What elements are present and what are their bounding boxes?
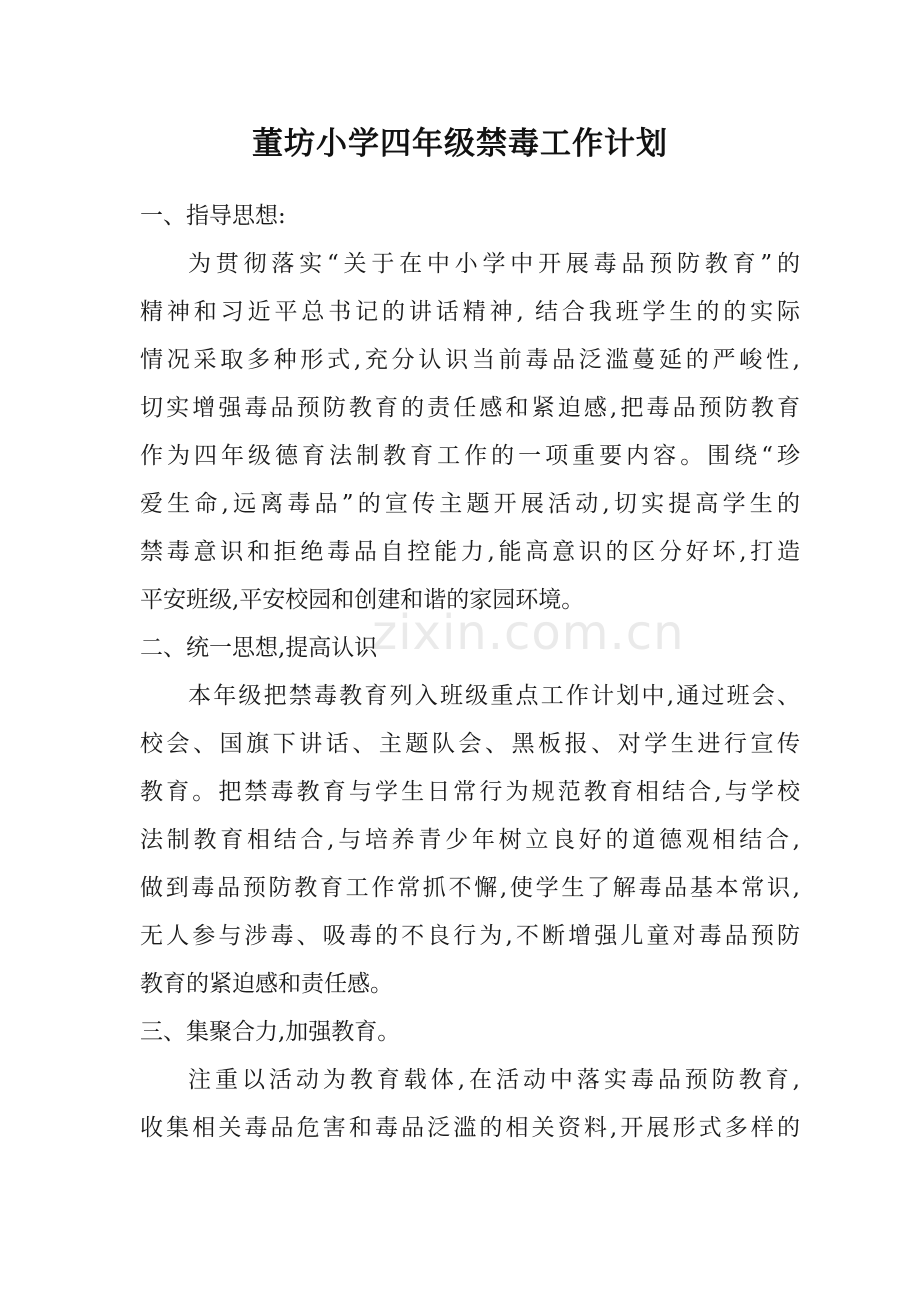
paragraph-line: 教育的紧迫感和责任感。 bbox=[140, 971, 393, 997]
paragraph-line: 法制教育相结合,与培养青少年树立良好的道德观相结合, bbox=[140, 827, 800, 853]
paragraph-line: 切实增强毒品预防教育的责任感和紧迫感,把毒品预防教育 bbox=[140, 395, 800, 421]
heading-guiding-thought: 一、指导思想: bbox=[140, 203, 286, 229]
paragraph-line: 注重以活动为教育载体,在活动中落实毒品预防教育, bbox=[188, 1067, 800, 1093]
heading-unify-thinking: 二、统一思想,提高认识 bbox=[140, 635, 378, 661]
paragraph-line: 精神和习近平总书记的讲话精神, 结合我班学生的的实际 bbox=[140, 299, 800, 325]
watermark: zixin.com.cn bbox=[372, 605, 685, 661]
paragraph-line: 平安班级,平安校园和创建和谐的家园环境。 bbox=[140, 587, 585, 613]
paragraph-line: 教育。把禁毒教育与学生日常行为规范教育相结合,与学校 bbox=[140, 779, 800, 805]
paragraph-line: 情况采取多种形式,充分认识当前毒品泛滥蔓延的严峻性, bbox=[140, 347, 800, 373]
paragraph-line: 收集相关毒品危害和毒品泛滥的相关资料,开展形式多样的 bbox=[140, 1115, 800, 1141]
paragraph-line: 校会、国旗下讲话、主题队会、黑板报、对学生进行宣传 bbox=[140, 731, 800, 757]
paragraph-line: 为贯彻落实“关于在中小学中开展毒品预防教育”的 bbox=[188, 251, 800, 277]
paragraph-line: 无人参与涉毒、吸毒的不良行为,不断增强儿童对毒品预防 bbox=[140, 923, 800, 949]
paragraph-line: 做到毒品预防教育工作常抓不懈,使学生了解毒品基本常识, bbox=[140, 875, 800, 901]
paragraph-line: 爱生命,远离毒品”的宣传主题开展活动,切实提高学生的 bbox=[140, 491, 800, 517]
paragraph-line: 作为四年级德育法制教育工作的一项重要内容。围绕“珍 bbox=[140, 443, 800, 469]
paragraph-line: 本年级把禁毒教育列入班级重点工作计划中,通过班会、 bbox=[188, 683, 800, 709]
document-title: 董坊小学四年级禁毒工作计划 bbox=[252, 126, 668, 162]
paragraph-line: 禁毒意识和拒绝毒品自控能力,能高意识的区分好坏,打造 bbox=[140, 539, 800, 565]
heading-gather-forces: 三、集聚合力,加强教育。 bbox=[140, 1019, 401, 1045]
